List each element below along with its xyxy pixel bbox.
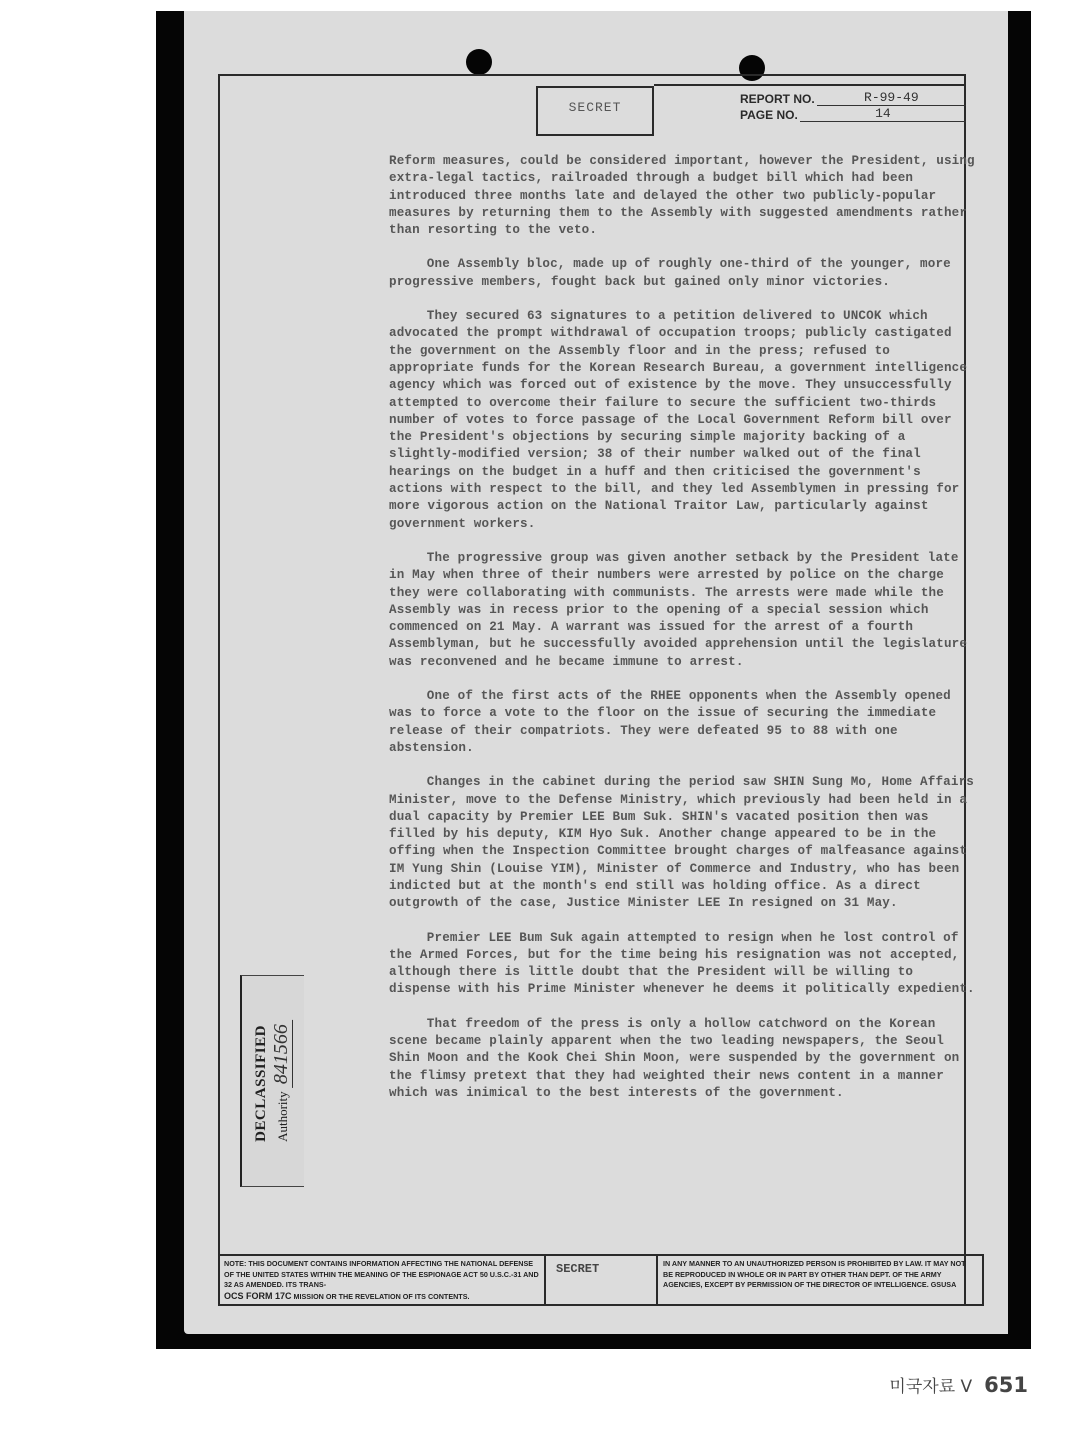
paragraph: One of the first acts of the RHEE opponents when the Assembly opened was to force a vote to the floor on the issue of securing the immediate release of their compatriots. They were defeated 95 to 88 with one abstension. [389, 689, 951, 755]
page-number-label: PAGE NO. [740, 108, 798, 122]
report-number-value: R-99-49 [817, 90, 966, 106]
footer-classification [546, 1256, 658, 1304]
document-body [389, 153, 979, 1119]
classification-footer [218, 1254, 984, 1306]
footer-warning-text: IN ANY MANNER TO AN UNAUTHORIZED PERSON IS PROHIBITED BY LAW. IT MAY NOT BE REPRODUCED IN WHOLE OR IN PART BY OTHER THAN DEPT. OF THE ARMY AGENCIES, EXCEPT BY PERMISSION OF THE DIRECTOR OF INTELLIGENCE. GSUSA [663, 1259, 966, 1290]
authority-line [270, 1020, 293, 1142]
paragraph: They secured 63 signatures to a petition delivered to UNCOK which advocated the prompt withdrawal of occupation troops; publicly castigated the government on the Assembly floor and in the press; refused to appropriate funds for the Korean Research Bureau, a government intelligence agency which was forced out of existence by the move. They unsuccessfully attempted to overcome their failure to secure the sufficient two-thirds number of votes to force passage of the Local Government Reform bill over the President's objections by securing simple majority backing of a slightly-modified version; 38 of their number walked out of the final hearings on the budget in a huff and then criticised the government's actions with respect to the bill, and they led Assemblymen in pressing for more vigorous action on the National Traitor Law, particularly against government workers. [389, 309, 968, 531]
page-number: 651 [984, 1373, 1028, 1397]
page-number-row [740, 106, 966, 122]
section-label: 미국자료 V [889, 1377, 973, 1397]
footer-note: NOTE: THIS DOCUMENT CONTAINS INFORMATION AFFECTING THE NATIONAL DEFENSE OF THE UNITED STATES WITHIN THE MEANING OF THE ESPIONAGE ACT 50 U.S.C.-31 AND 32 AS AMENDED. ITS TRANS- OCS FORM 17C MISSION OR THE REVELATION OF ITS CONTENTS. [220, 1256, 546, 1304]
footer-note-text: NOTE: THIS DOCUMENT CONTAINS INFORMATION AFFECTING THE NATIONAL DEFENSE OF THE UNITED STATES WITHIN THE MEANING OF THE ESPIONAGE ACT 50 U.S.C.-31 AND 32 AS AMENDED. ITS TRANS- [224, 1259, 539, 1290]
paragraph: Changes in the cabinet during the period saw SHIN Sung Mo, Home Affairs Minister, move to the Defense Ministry, which previously had been held in a dual capacity by Premier LEE Bum Suk. SHIN's vacated position then was filled by his deputy, KIM Hyo Suk. Another change appeared to be in the offing when the Inspection Committee brought charges of malfeasance against IM Yung Shin (Louise YIM), Minister of Commerce and Industry, who has been indicted but at the month's end still was holding office. As a direct outgrowth of the case, Justice Minister LEE In resigned on 31 May. [389, 775, 975, 911]
declassified-stamp [240, 975, 304, 1187]
authority-value: 841566 [270, 1020, 293, 1088]
paragraph: Premier LEE Bum Suk again attempted to resign when he lost control of the Armed Forces, but for the time being his resignation was not accepted, although there is little doubt that the President will be willing to dispense with his Prime Minister whenever he deems it politically expedient. [389, 930, 975, 997]
paragraph: One Assembly bloc, made up of roughly one-third of the younger, more progressive members, fought back but gained only minor victories. [389, 257, 951, 289]
classification-label: SECRET [568, 100, 622, 115]
page-number-value: 14 [800, 106, 966, 122]
form-id: OCS FORM 17C [224, 1290, 292, 1301]
footer-note-continued: MISSION OR THE REVELATION OF ITS CONTENTS [293, 1291, 468, 1301]
classification-box [536, 86, 654, 136]
footer-classification-label: SECRET [556, 1262, 600, 1276]
declassified-title: DECLASSIFIED [253, 1025, 269, 1142]
report-number-label: REPORT NO. [740, 92, 815, 106]
footer-warning [658, 1256, 982, 1304]
report-number-row [740, 90, 966, 106]
report-info [740, 90, 966, 122]
authority-label: Authority [275, 1091, 290, 1142]
book-page-footer [889, 1372, 1028, 1397]
paragraph: That freedom of the press is only a hollow catchword on the Korean scene became plainly apparent when the two leading newspapers, the Seoul Shin Moon and the Kook Chei Shin Moon, were suspended by the government on the flimsy pretext that they had weighted their news content in a manner which was inimical to the best interests of the government. [389, 1016, 960, 1100]
paragraph: Reform measures, could be considered important, however the President, using extra-legal tactics, railroaded through a budget bill which had been introduced three months late and delayed the other two publicly-popular measures by returning them to the Assembly with suggested amendments rather than resorting to the veto. [389, 154, 975, 238]
paragraph: The progressive group was given another setback by the President late in May when three of their numbers were arrested by police on the charge they were collaborating with communists. The arrests were made while the Assembly was in recess prior to the opening of a special session which commenced on 21 May. A warrant was issued for the arrest of a fourth Assemblyman, but he successfully avoided apprehension until the legislature was reconvened and he became immune to arrest. [389, 550, 968, 669]
punch-hole-left [466, 49, 492, 75]
header-rule [654, 84, 966, 86]
